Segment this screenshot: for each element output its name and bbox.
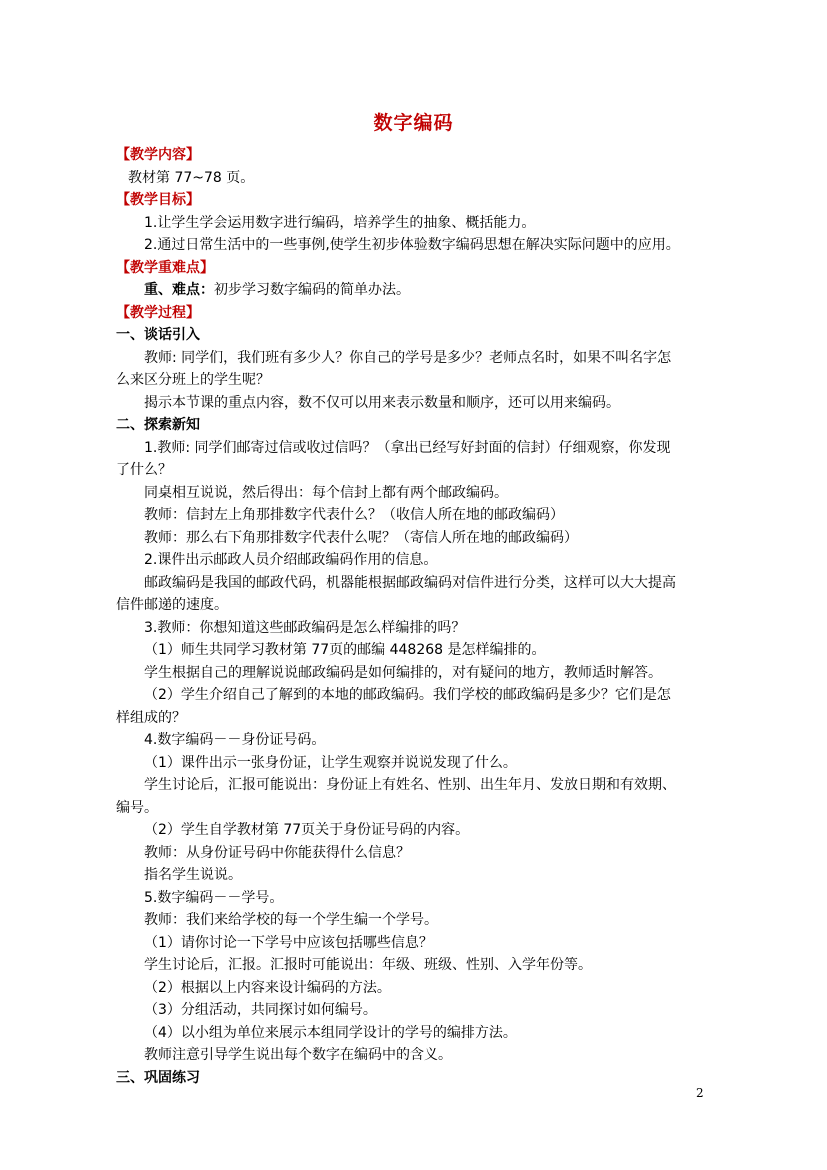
subsection-heading: 三、巩固练习 <box>116 1069 200 1086</box>
section-heading-content: 【教学内容】 <box>116 147 200 163</box>
paragraph: 编号。 <box>116 799 158 816</box>
paragraph: （1）请你讨论一下学号中应该包括哪些信息？ <box>144 934 433 951</box>
page-title: 数字编码 <box>373 112 454 134</box>
paragraph: 么来区分班上的学生呢？ <box>116 372 270 388</box>
paragraph: 1.让学生学会运用数字进行编码，培养学生的抽象、概括能力。 <box>144 214 536 231</box>
paragraph: （3）分组活动，共同探讨如何编号。 <box>144 1002 377 1018</box>
paragraph: （2）学生自学教材第 77页关于身份证号码的内容。 <box>144 822 470 838</box>
subsection-heading: 二、探索新知 <box>116 417 200 433</box>
paragraph: 学生讨论后，汇报可能说出：身份证上有姓名、性别、出生年月、发放日期和有效期、 <box>144 777 676 793</box>
paragraph: 指名学生说说。 <box>144 867 242 883</box>
paragraph: 信件邮递的速度。 <box>116 597 228 613</box>
paragraph: 样组成的？ <box>116 709 186 726</box>
paragraph: 3.教师：你想知道这些邮政编码是怎么样编排的吗？ <box>144 619 466 636</box>
paragraph: 1.教师: 同学们邮寄过信或收过信吗？（拿出已经写好封面的信封）仔细观察，你发现 <box>144 439 671 456</box>
section-heading-process: 【教学过程】 <box>116 304 200 321</box>
page-number: 2 <box>696 1086 704 1100</box>
key-text: 初步学习数字编码的简单办法。 <box>214 282 410 298</box>
paragraph: 教师注意引导学生说出每个数字在编码中的含义。 <box>144 1047 452 1063</box>
paragraph: 了什么？ <box>116 462 172 478</box>
paragraph: 2.课件出示邮政人员介绍邮政编码作用的信息。 <box>144 552 438 568</box>
paragraph: 学生根据自己的理解说说邮政编码是如何编排的，对有疑问的地方，教师适时解答。 <box>144 664 662 681</box>
paragraph: （1）课件出示一张身份证，让学生观察并说说发现了什么。 <box>144 754 517 771</box>
paragraph: 5.数字编码－－学号。 <box>144 889 284 906</box>
paragraph: （2）学生介绍自己了解到的本地的邮政编码。我们学校的邮政编码是多少？它们是怎 <box>144 687 671 703</box>
paragraph: （2）根据以上内容来设计编码的方法。 <box>144 979 391 996</box>
paragraph: （1）师生共同学习教材第 77页的邮编 448268 是怎样编排的。 <box>144 642 546 658</box>
paragraph <box>116 279 716 302</box>
paragraph: 教师：那么右下角那排数字代表什么呢？（寄信人所在地的邮政编码） <box>144 529 578 546</box>
paragraph: 教师：从身份证号码中你能获得什么信息？ <box>144 844 410 861</box>
section-heading-key: 【教学重难点】 <box>116 259 214 276</box>
paragraph: 4.数字编码－－身份证号码。 <box>144 732 326 748</box>
paragraph: 教材第 77~78 页。 <box>128 169 255 186</box>
paragraph: 教师: 同学们，我们班有多少人？你自己的学号是多少？老师点名时，如果不叫名字怎 <box>144 349 672 366</box>
paragraph: 学生讨论后，汇报。汇报时可能说出：年级、班级、性别、入学年份等。 <box>144 957 592 973</box>
paragraph: 教师：我们来给学校的每一个学生编一个学号。 <box>144 912 438 928</box>
paragraph: 2.通过日常生活中的一些事例,使学生初步体验数字编码思想在解决实际问题中的应用。 <box>144 237 680 253</box>
paragraph: （4）以小组为单位来展示本组同学设计的学号的编排方法。 <box>144 1024 517 1041</box>
key-label: 重、难点： <box>144 282 214 298</box>
subsection-heading: 一、谈话引入 <box>116 327 200 343</box>
section-heading-goal: 【教学目标】 <box>116 192 200 208</box>
paragraph: 同桌相互说说，然后得出：每个信封上都有两个邮政编码。 <box>144 484 508 501</box>
document-body <box>116 144 716 1089</box>
paragraph: 邮政编码是我国的邮政代码，机器能根据邮政编码对信件进行分类，这样可以大大提高 <box>144 574 676 591</box>
paragraph: 揭示本节课的重点内容，数不仅可以用来表示数量和顺序，还可以用来编码。 <box>144 394 620 411</box>
paragraph: 教师：信封左上角那排数字代表什么？（收信人所在地的邮政编码） <box>144 507 564 523</box>
